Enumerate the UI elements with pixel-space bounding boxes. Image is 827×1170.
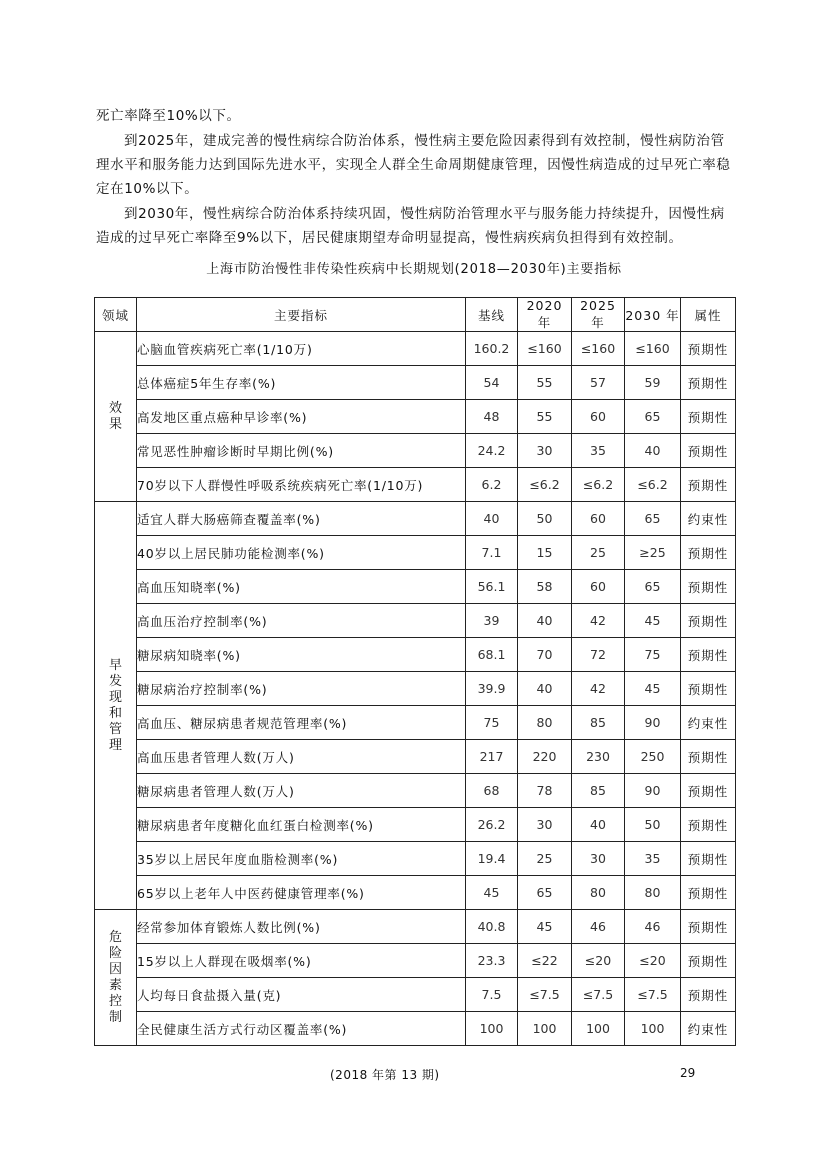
table-row: [95, 604, 736, 638]
table-title: 上海市防治慢性非传染性疾病中长期规划(2018—2030年)主要指标: [206, 262, 622, 277]
table-row: [95, 638, 736, 672]
target-2030-cell: 59: [625, 366, 681, 400]
table-row: [95, 842, 736, 876]
target-2025-cell: 60: [572, 400, 625, 434]
baseline-cell: 100: [466, 1012, 518, 1046]
paragraph-3: 到2030年，慢性病综合防治体系持续巩固，慢性病防治管理水平与服务能力持续提升，因慢性病造成的过早死亡率降至9%以下，居民健康期望寿命明显提高，慢性病疾病负担得到有效控制。: [96, 206, 725, 246]
target-2030-cell: 65: [625, 502, 681, 536]
domain-label: 早发现和管理: [108, 657, 122, 753]
target-2025-cell: 230: [572, 740, 625, 774]
table-row: [95, 332, 736, 366]
header-domain: 领域: [95, 298, 137, 332]
target-2030-cell: 35: [625, 842, 681, 876]
attribute-cell: 约束性: [681, 706, 736, 740]
target-2030-cell: 80: [625, 876, 681, 910]
baseline-cell: 217: [466, 740, 518, 774]
target-2030-cell: 65: [625, 400, 681, 434]
target-2025-cell: 80: [572, 876, 625, 910]
indicator-cell: 高血压治疗控制率(%): [137, 604, 466, 638]
target-2030-cell: 250: [625, 740, 681, 774]
indicator-table: [94, 297, 736, 1046]
indicator-cell: 70岁以下人群慢性呼吸系统疾病死亡率(1/10万): [137, 468, 466, 502]
header-2025: 2025 年: [572, 298, 625, 332]
target-2030-cell: 46: [625, 910, 681, 944]
target-2025-cell: 72: [572, 638, 625, 672]
attribute-cell: 约束性: [681, 1012, 736, 1046]
indicator-cell: 40岁以上居民肺功能检测率(%): [137, 536, 466, 570]
baseline-cell: 56.1: [466, 570, 518, 604]
target-2020-cell: 50: [518, 502, 572, 536]
paragraph-2: 到2025年，建成完善的慢性病综合防治体系，慢性病主要危险因素得到有效控制，慢性病防治管理水平和服务能力达到国际先进水平，实现全人群全生命周期健康管理，因慢性病造成的过早死亡率稳定在10%以下。: [96, 133, 731, 197]
target-2020-cell: 30: [518, 434, 572, 468]
target-2020-cell: 30: [518, 808, 572, 842]
target-2025-cell: 85: [572, 774, 625, 808]
indicator-cell: 15岁以上人群现在吸烟率(%): [137, 944, 466, 978]
baseline-cell: 45: [466, 876, 518, 910]
target-2020-cell: ≤22: [518, 944, 572, 978]
attribute-cell: 预期性: [681, 536, 736, 570]
target-2020-cell: ≤7.5: [518, 978, 572, 1012]
attribute-cell: 预期性: [681, 910, 736, 944]
target-2020-cell: 78: [518, 774, 572, 808]
indicator-cell: 人均每日食盐摄入量(克): [137, 978, 466, 1012]
baseline-cell: 40.8: [466, 910, 518, 944]
target-2020-cell: 40: [518, 672, 572, 706]
attribute-cell: 预期性: [681, 400, 736, 434]
indicator-cell: 常见恶性肿瘤诊断时早期比例(%): [137, 434, 466, 468]
target-2025-cell: ≤6.2: [572, 468, 625, 502]
attribute-cell: 预期性: [681, 672, 736, 706]
baseline-cell: 39: [466, 604, 518, 638]
target-2030-cell: 50: [625, 808, 681, 842]
table-row: [95, 366, 736, 400]
attribute-cell: 预期性: [681, 876, 736, 910]
table-row: [95, 434, 736, 468]
domain-label: 效果: [108, 400, 122, 432]
target-2025-cell: ≤7.5: [572, 978, 625, 1012]
baseline-cell: 75: [466, 706, 518, 740]
target-2025-cell: 40: [572, 808, 625, 842]
target-2020-cell: 58: [518, 570, 572, 604]
header-baseline: 基线: [466, 298, 518, 332]
baseline-cell: 48: [466, 400, 518, 434]
table-row: [95, 910, 736, 944]
baseline-cell: 7.5: [466, 978, 518, 1012]
target-2020-cell: 100: [518, 1012, 572, 1046]
table-header-row: [95, 298, 736, 332]
table-row: [95, 672, 736, 706]
indicator-cell: 糖尿病患者年度糖化血红蛋白检测率(%): [137, 808, 466, 842]
table-row: [95, 536, 736, 570]
table-row: [95, 876, 736, 910]
attribute-cell: 约束性: [681, 502, 736, 536]
domain-cell: [95, 502, 137, 910]
target-2025-cell: ≤160: [572, 332, 625, 366]
domain-cell: [95, 332, 137, 502]
indicator-cell: 高血压患者管理人数(万人): [137, 740, 466, 774]
table-row: [95, 944, 736, 978]
domain-label: 危险因素控制: [108, 929, 122, 1025]
header-2020: 2020 年: [518, 298, 572, 332]
target-2025-cell: 35: [572, 434, 625, 468]
attribute-cell: 预期性: [681, 604, 736, 638]
domain-cell: [95, 910, 137, 1046]
table-row: [95, 1012, 736, 1046]
indicator-cell: 糖尿病治疗控制率(%): [137, 672, 466, 706]
baseline-cell: 68.1: [466, 638, 518, 672]
attribute-cell: 预期性: [681, 332, 736, 366]
target-2030-cell: 40: [625, 434, 681, 468]
table-row: [95, 706, 736, 740]
indicator-cell: 总体癌症5年生存率(%): [137, 366, 466, 400]
issue-footer: (2018 年第 13 期): [330, 1068, 440, 1082]
header-indicator: 主要指标: [137, 298, 466, 332]
target-2030-cell: 75: [625, 638, 681, 672]
target-2020-cell: 15: [518, 536, 572, 570]
baseline-cell: 68: [466, 774, 518, 808]
target-2020-cell: 25: [518, 842, 572, 876]
target-2030-cell: ≤6.2: [625, 468, 681, 502]
target-2020-cell: ≤6.2: [518, 468, 572, 502]
target-2025-cell: 42: [572, 604, 625, 638]
target-2020-cell: 40: [518, 604, 572, 638]
baseline-cell: 26.2: [466, 808, 518, 842]
baseline-cell: 160.2: [466, 332, 518, 366]
indicator-cell: 糖尿病患者管理人数(万人): [137, 774, 466, 808]
target-2030-cell: ≥25: [625, 536, 681, 570]
attribute-cell: 预期性: [681, 978, 736, 1012]
header-attribute: 属性: [681, 298, 736, 332]
baseline-cell: 6.2: [466, 468, 518, 502]
page-number: 29: [680, 1066, 696, 1080]
attribute-cell: 预期性: [681, 570, 736, 604]
table-row: [95, 978, 736, 1012]
target-2030-cell: 90: [625, 706, 681, 740]
attribute-cell: 预期性: [681, 366, 736, 400]
target-2025-cell: 25: [572, 536, 625, 570]
paragraph-1: 死亡率降至10%以下。: [96, 108, 241, 124]
target-2020-cell: 65: [518, 876, 572, 910]
table-row: [95, 570, 736, 604]
target-2030-cell: 45: [625, 672, 681, 706]
target-2020-cell: 55: [518, 400, 572, 434]
attribute-cell: 预期性: [681, 842, 736, 876]
attribute-cell: 预期性: [681, 808, 736, 842]
indicator-cell: 35岁以上居民年度血脂检测率(%): [137, 842, 466, 876]
target-2025-cell: 100: [572, 1012, 625, 1046]
target-2020-cell: ≤160: [518, 332, 572, 366]
indicator-cell: 高血压知晓率(%): [137, 570, 466, 604]
target-2030-cell: 65: [625, 570, 681, 604]
indicator-cell: 糖尿病知晓率(%): [137, 638, 466, 672]
table-row: [95, 774, 736, 808]
target-2025-cell: 46: [572, 910, 625, 944]
baseline-cell: 40: [466, 502, 518, 536]
target-2025-cell: 85: [572, 706, 625, 740]
target-2030-cell: 100: [625, 1012, 681, 1046]
target-2020-cell: 45: [518, 910, 572, 944]
attribute-cell: 预期性: [681, 740, 736, 774]
baseline-cell: 54: [466, 366, 518, 400]
target-2030-cell: ≤20: [625, 944, 681, 978]
target-2020-cell: 80: [518, 706, 572, 740]
attribute-cell: 预期性: [681, 774, 736, 808]
target-2020-cell: 220: [518, 740, 572, 774]
target-2025-cell: 42: [572, 672, 625, 706]
target-2030-cell: 90: [625, 774, 681, 808]
indicator-cell: 高发地区重点癌种早诊率(%): [137, 400, 466, 434]
target-2030-cell: ≤160: [625, 332, 681, 366]
target-2025-cell: ≤20: [572, 944, 625, 978]
baseline-cell: 23.3: [466, 944, 518, 978]
indicator-cell: 心脑血管疾病死亡率(1/10万): [137, 332, 466, 366]
indicator-cell: 高血压、糖尿病患者规范管理率(%): [137, 706, 466, 740]
indicator-cell: 65岁以上老年人中医药健康管理率(%): [137, 876, 466, 910]
baseline-cell: 39.9: [466, 672, 518, 706]
indicator-cell: 适宜人群大肠癌筛查覆盖率(%): [137, 502, 466, 536]
baseline-cell: 24.2: [466, 434, 518, 468]
attribute-cell: 预期性: [681, 638, 736, 672]
attribute-cell: 预期性: [681, 434, 736, 468]
attribute-cell: 预期性: [681, 468, 736, 502]
table-row: [95, 740, 736, 774]
table-body: [95, 332, 736, 1046]
target-2030-cell: ≤7.5: [625, 978, 681, 1012]
table-row: [95, 400, 736, 434]
target-2025-cell: 60: [572, 570, 625, 604]
target-2030-cell: 45: [625, 604, 681, 638]
baseline-cell: 19.4: [466, 842, 518, 876]
indicator-cell: 全民健康生活方式行动区覆盖率(%): [137, 1012, 466, 1046]
table-row: [95, 502, 736, 536]
target-2020-cell: 70: [518, 638, 572, 672]
indicator-cell: 经常参加体育锻炼人数比例(%): [137, 910, 466, 944]
target-2025-cell: 30: [572, 842, 625, 876]
header-2030: 2030 年: [625, 298, 681, 332]
target-2020-cell: 55: [518, 366, 572, 400]
target-2025-cell: 60: [572, 502, 625, 536]
baseline-cell: 7.1: [466, 536, 518, 570]
attribute-cell: 预期性: [681, 944, 736, 978]
table-row: [95, 808, 736, 842]
target-2025-cell: 57: [572, 366, 625, 400]
table-row: [95, 468, 736, 502]
